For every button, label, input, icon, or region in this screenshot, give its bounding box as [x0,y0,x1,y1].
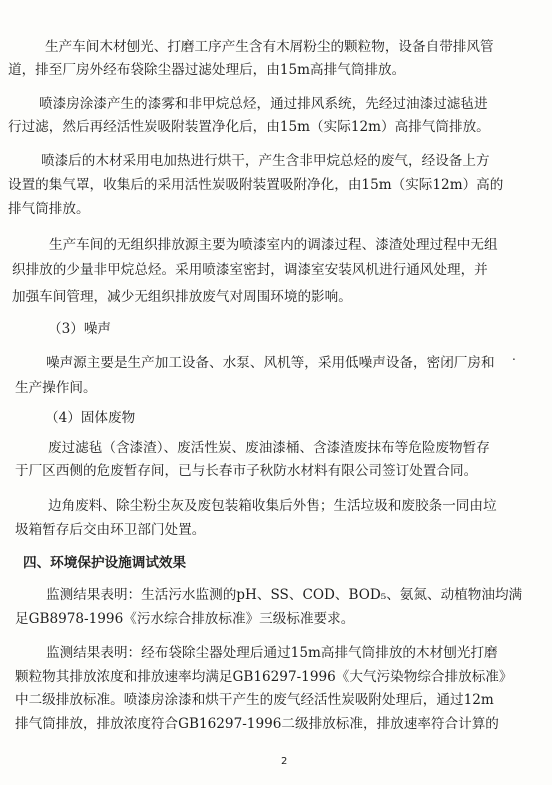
text-line: 设置的集气罩，收集后的采用活性炭吸附装置吸附净化，由15m（实际12m）高的 [8,177,504,193]
text-line: 生产车间的无组织排放源主要为喷漆室内的调漆过程、漆渣处理过程中无组 [49,237,498,253]
text-line: 喷漆后的木材采用电加热进行烘干，产生含非甲烷总烃的废气，经设备上方 [41,153,490,169]
page-number: 2 [281,756,288,767]
text-line: 加强车间管理，减少无组织排放废气对周围环境的影响。 [12,289,352,305]
text-line: 颗粒物其排放浓度和排放速率均满足GB16297-1996《大气污染物综合排放标准》 [15,669,513,685]
text-line: 中二级排放标准。喷漆房涂漆和烘干产生的废气经活性炭吸附处理后，通过12m [15,692,494,708]
text-line: 足GB8978-1996《污水综合排放标准》三级标准要求。 [15,611,355,627]
text-line: 圾箱暂存后交由环卫部门处置。 [15,522,206,538]
text-line: 喷漆房涂漆产生的漆雾和非甲烷总烃，通过排风系统，先经过油漆过滤毡进 [39,96,488,112]
text-line: 于厂区西侧的危废暂存间，已与长春市子秋防水材料有限公司签订处置合同。 [15,463,478,479]
stray-mark: . [512,349,516,363]
text-line: 生产车间木材刨光、打磨工序产生含有木屑粉尘的颗粒物，设备自带排风管 [45,39,494,55]
subsection-heading-noise: （3）噪声 [48,321,112,337]
text-line: 排气筒排放，排放浓度符合GB16297-1996二级排放标准，排放速率符合计算的 [15,716,499,732]
section-heading: 四、环境保护设施调试效果 [23,555,187,571]
text-line: 边角废料、除尘粉尘灰及废包装箱收集后外售；生活垃圾和废胶条一同由垃 [48,498,497,514]
subsection-heading-solid-waste: （4）固体废物 [45,410,136,426]
text-line: 监测结果表明：生活污水监测的pH、SS、COD、BOD₅、氨氮、动植物油均满 [46,587,523,603]
text-line: 废过滤毡（含漆渣）、废活性炭、废油漆桶、含漆渣废抹布等危险废物暂存 [48,440,490,456]
text-line: 行过滤，然后再经活性炭吸附装置净化后，由15m（实际12m）高排气筒排放。 [8,119,490,135]
text-line: 道，排至厂房外经布袋除尘器过滤处理后，由15m高排气筒排放。 [8,62,406,78]
text-line: 织排放的少量非甲烷总烃。采用喷漆室密封，调漆室安装风机进行通风处理，并 [12,262,488,278]
text-line: 监测结果表明：经布袋除尘器处理后通过15m高排气筒排放的木材刨光打磨 [46,645,498,661]
text-line: 噪声源主要是生产加工设备、水泵、风机等，采用低噪声设备，密闭厂房和 [46,355,495,371]
text-line: 排气筒排放。 [8,201,90,217]
text-line: 生产操作间。 [15,380,97,396]
